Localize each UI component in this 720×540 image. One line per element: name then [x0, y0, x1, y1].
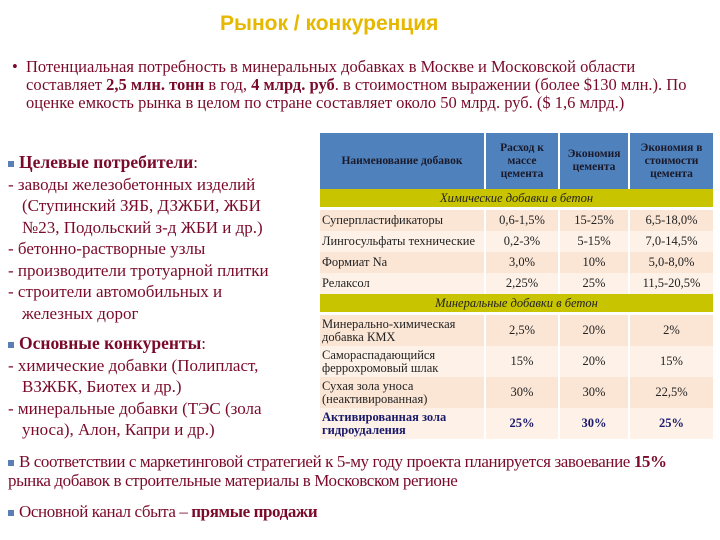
- bullet-square-icon: [8, 510, 14, 516]
- additive-name: Самораспадающийся феррохромовый шлак: [320, 346, 485, 377]
- list-line: железных дорог: [22, 303, 139, 323]
- table-row: [320, 408, 714, 439]
- table-row: [320, 231, 714, 252]
- additives-table: [320, 133, 715, 439]
- dosage-cell: 0,6-1,5%: [485, 209, 559, 232]
- intro-text: в год,: [204, 75, 252, 94]
- additive-name: Суперпластификаторы: [320, 209, 485, 232]
- list-line: №23, Подольский з-д ЖБИ и др.): [22, 217, 263, 237]
- dosage-cell: 30%: [485, 377, 559, 408]
- additive-name: Активированная зола гидроудаления: [320, 408, 485, 439]
- cement-saving-cell: 30%: [559, 408, 629, 439]
- cement-saving-cell: 15-25%: [559, 209, 629, 232]
- channel-text: Основной канал сбыта –: [19, 502, 192, 521]
- col-header-cement-saving: Экономия цемента: [559, 133, 629, 189]
- table-row: [320, 346, 714, 377]
- bullet-square-icon: [8, 161, 14, 167]
- slide-title: Рынок / конкуренция: [220, 12, 439, 35]
- dosage-cell: 2,25%: [485, 273, 559, 294]
- intro-volume: 2,5 млн. тонн: [106, 75, 205, 94]
- cement-saving-cell: 10%: [559, 252, 629, 273]
- dosage-cell: 3,0%: [485, 252, 559, 273]
- list-line: ВЗЖБК, Биотех и др.): [22, 377, 182, 396]
- table-row: [320, 377, 714, 408]
- additive-name: Формиат Na: [320, 252, 485, 273]
- sales-channel-note: [8, 502, 317, 521]
- cost-saving-cell: 2%: [629, 314, 714, 347]
- cement-saving-cell: 20%: [559, 346, 629, 377]
- dosage-cell: 15%: [485, 346, 559, 377]
- col-header-name: Наименование добавок: [320, 133, 485, 189]
- cost-saving-cell: 6,5-18,0%: [629, 209, 714, 232]
- channel-value: прямые продажи: [191, 502, 318, 521]
- intro-paragraph: [12, 58, 702, 112]
- intro-text: Потенциальная потребность в минеральных добавках в Москве и Московской области составляет: [26, 57, 636, 94]
- additive-name: Лингосульфаты технические: [320, 231, 485, 252]
- table-row: [320, 273, 714, 294]
- table-row: [320, 314, 714, 347]
- list-line: - бетонно-растворные узлы: [8, 239, 206, 258]
- targets-heading: Целевые потребители: [19, 152, 194, 172]
- cost-saving-cell: 11,5-20,5%: [629, 273, 714, 294]
- cement-saving-cell: 20%: [559, 314, 629, 347]
- list-line: - химические добавки (Полипласт,: [8, 355, 259, 375]
- cost-saving-cell: 5,0-8,0%: [629, 252, 714, 273]
- list-line: уноса), Алон, Капри и др.): [22, 420, 215, 439]
- additive-name: Сухая зола уноса (неактивированная): [320, 377, 485, 408]
- col-header-cost-saving: Экономия в стоимости цемента: [629, 133, 714, 189]
- list-line: - производители тротуарной плитки: [8, 260, 269, 280]
- additive-name: Релаксол: [320, 273, 485, 294]
- strategy-note: [8, 452, 708, 490]
- section-title: Химические добавки в бетон: [320, 189, 714, 209]
- col-header-dosage: Расход к массе цемента: [485, 133, 559, 189]
- intro-text: . в стоимостном выражении (более $130 млн.). По оценке емкость рынка в целом по стране составляет около 50 млрд. руб. ($ 1,6 млрд.): [26, 75, 687, 112]
- colon: :: [201, 334, 206, 353]
- list-line: - строители автомобильных и: [8, 282, 223, 301]
- strategy-share: 15%: [633, 452, 667, 471]
- cost-saving-cell: 7,0-14,5%: [629, 231, 714, 252]
- cement-saving-cell: 30%: [559, 377, 629, 408]
- bullet-square-icon: [8, 342, 14, 348]
- list-line: - минеральные добавки (ТЭС (зола: [8, 398, 262, 418]
- target-consumers: [8, 152, 313, 324]
- cost-saving-cell: 15%: [629, 346, 714, 377]
- bullet-icon: •: [12, 57, 18, 76]
- cement-saving-cell: 25%: [559, 273, 629, 294]
- section-title: Минеральные добавки в бетон: [320, 294, 714, 314]
- section-row: [320, 189, 714, 209]
- strategy-text: В соответствии с маркетинговой стратегией к 5-му году проекта планируется завоевание: [19, 452, 634, 471]
- dosage-cell: 2,5%: [485, 314, 559, 347]
- table-row: [320, 209, 714, 232]
- main-competitors: [8, 333, 313, 441]
- table-row: [320, 252, 714, 273]
- section-row: [320, 294, 714, 314]
- dosage-cell: 25%: [485, 408, 559, 439]
- list-line: (Ступинский ЗЯБ, ДЗЖБИ, ЖБИ: [22, 196, 261, 215]
- strategy-text: рынка добавок в строительные материалы в Московском регионе: [8, 471, 458, 490]
- bullet-square-icon: [8, 460, 14, 466]
- dosage-cell: 0,2-3%: [485, 231, 559, 252]
- cost-saving-cell: 22,5%: [629, 377, 714, 408]
- intro-value: 4 млрд. руб: [251, 75, 335, 94]
- colon: :: [193, 153, 198, 172]
- cement-saving-cell: 5-15%: [559, 231, 629, 252]
- competitors-heading: Основные конкуренты: [19, 333, 202, 353]
- additive-name: Минерально-химическая добавка КМХ: [320, 314, 485, 347]
- cost-saving-cell: 25%: [629, 408, 714, 439]
- list-line: - заводы железобетонных изделий: [8, 174, 256, 194]
